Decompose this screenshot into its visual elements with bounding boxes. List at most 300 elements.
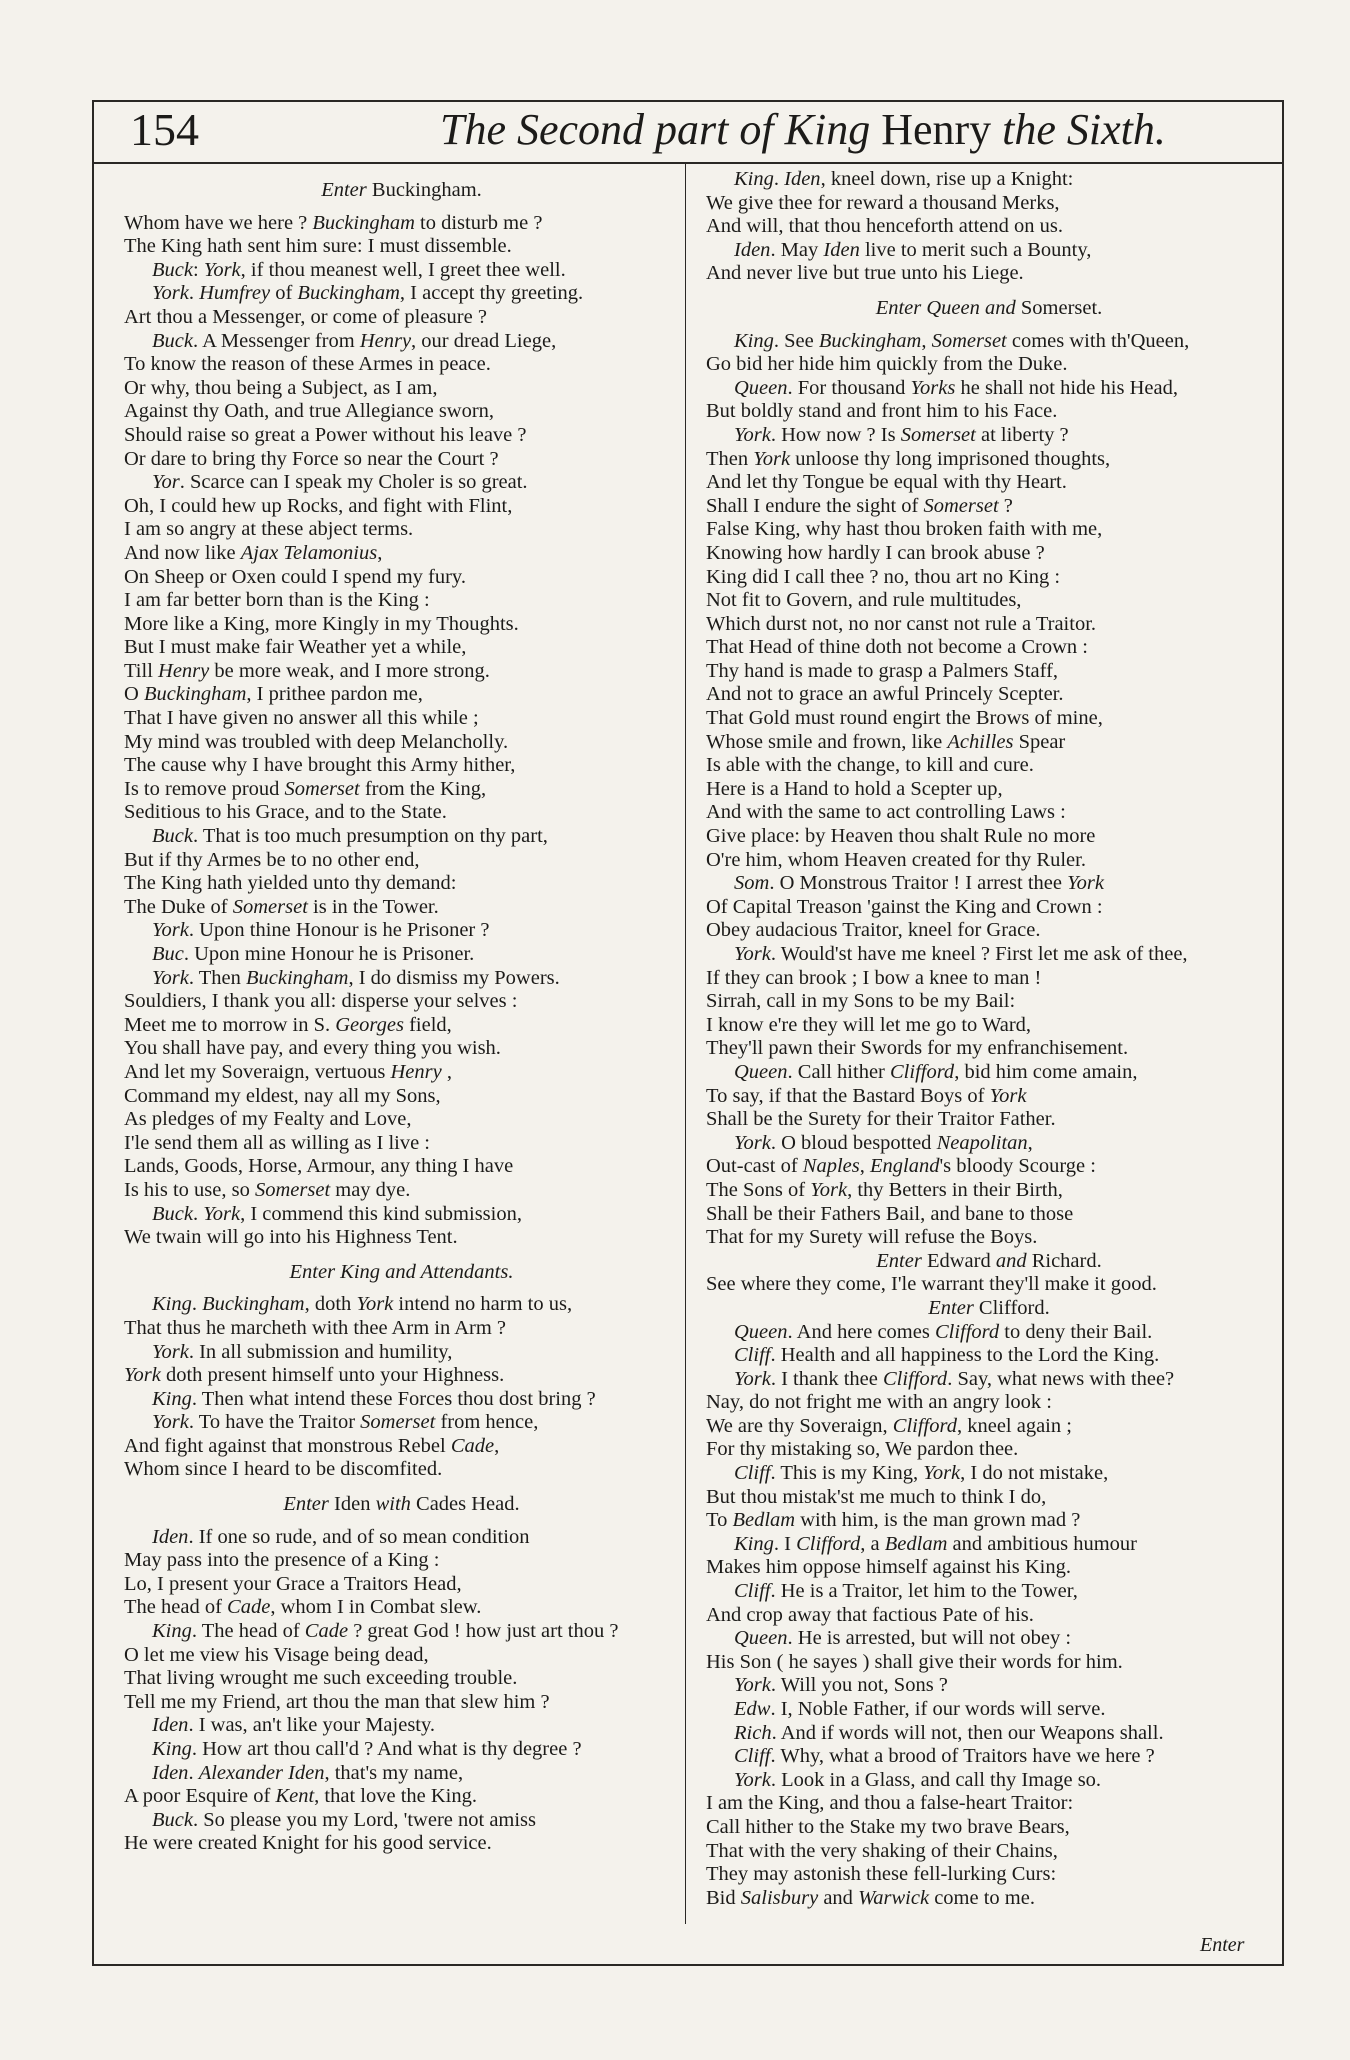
text-run: . Upon thine Honour is he Prisoner ? bbox=[188, 919, 490, 942]
text-run: . So please you my Lord, 'twere not amiss bbox=[192, 1808, 537, 1831]
text-run: Queen bbox=[734, 1060, 788, 1083]
text-run: Oh, I could hew up Rocks, and fight with Flint, bbox=[124, 494, 513, 517]
text-run: And let my Soveraign, vertuous bbox=[124, 1060, 391, 1083]
text-run: York bbox=[734, 1367, 771, 1390]
text-run: May pass into the presence of a King : bbox=[124, 1549, 440, 1572]
verse-line bbox=[706, 192, 1272, 216]
verse-line bbox=[124, 1061, 679, 1085]
stage-direction bbox=[124, 1261, 679, 1285]
text-run: , doth bbox=[304, 1293, 357, 1316]
text-run: A poor Esquire of bbox=[124, 1785, 276, 1808]
verse-line bbox=[706, 566, 1272, 590]
text-run: Sirrah, call in my Sons to be my Bail: bbox=[706, 990, 1016, 1013]
text-run: from hence, bbox=[435, 1411, 539, 1434]
text-run: Makes him oppose himself against his King. bbox=[706, 1556, 1071, 1579]
text-run: York bbox=[753, 447, 791, 470]
verse-line bbox=[706, 168, 1272, 192]
verse-line bbox=[124, 754, 679, 778]
text-run: Somerset bbox=[284, 777, 360, 800]
text-run: be more weak, and I more strong. bbox=[209, 659, 490, 682]
verse-line bbox=[706, 1769, 1272, 1793]
verse-line bbox=[124, 235, 679, 259]
text-run: Out-cast of bbox=[706, 1155, 803, 1178]
text-run: York bbox=[734, 1131, 771, 1154]
text-run: Enter King and Attendants. bbox=[289, 1260, 514, 1283]
verse-line bbox=[124, 919, 679, 943]
verse-line bbox=[706, 400, 1272, 424]
verse-line bbox=[124, 424, 679, 448]
verse-line bbox=[706, 1580, 1272, 1604]
stage-direction bbox=[124, 179, 679, 203]
text-run: Nay, do not fright me with an angry look : bbox=[706, 1391, 1052, 1414]
verse-line bbox=[124, 566, 679, 590]
text-run: King bbox=[152, 1387, 192, 1410]
verse-line bbox=[706, 1722, 1272, 1746]
text-run: Obey audacious Traitor, kneel for Grace. bbox=[706, 919, 1041, 942]
text-run: . Then what intend these Forces thou dost bring ? bbox=[191, 1387, 596, 1410]
text-run: he shall not hide his Head, bbox=[955, 376, 1178, 399]
stage-direction bbox=[706, 1250, 1272, 1274]
text-run: O bbox=[124, 683, 144, 706]
text-run: . Why, what a brood of Traitors have we here ? bbox=[770, 1745, 1155, 1768]
text-run: Against thy Oath, and true Allegiance sworn, bbox=[124, 400, 495, 423]
text-run: King bbox=[152, 1738, 192, 1760]
text-run: comes with th'Queen, bbox=[1006, 329, 1190, 352]
text-run: Somerset bbox=[360, 1411, 436, 1434]
verse-line bbox=[124, 1132, 679, 1156]
verse-line bbox=[706, 660, 1272, 684]
verse-line bbox=[124, 613, 679, 637]
text-run: Bedlam bbox=[884, 1532, 948, 1555]
text-run: . May bbox=[770, 238, 824, 261]
text-run: I am the King, and thou a false-heart Traitor: bbox=[706, 1792, 1074, 1815]
text-run: . He is arrested, but will not obey : bbox=[787, 1627, 1072, 1650]
text-run: Cade bbox=[450, 1434, 495, 1457]
text-run: . bbox=[188, 1761, 199, 1784]
text-run: . Will you not, Sons ? bbox=[770, 1674, 948, 1697]
text-run: York bbox=[152, 282, 189, 305]
text-run: The head of bbox=[124, 1596, 228, 1619]
text-run: Till bbox=[124, 659, 159, 682]
text-run: Somerset bbox=[923, 494, 999, 517]
text-run: Iden bbox=[152, 1714, 189, 1737]
verse-line bbox=[706, 872, 1272, 896]
text-run: King bbox=[734, 1532, 774, 1555]
text-run: Clifford bbox=[934, 1320, 1000, 1343]
text-run: may dye. bbox=[330, 1178, 411, 1201]
verse-line bbox=[124, 1037, 679, 1061]
text-run: Souldiers, I thank you all: disperse your selves : bbox=[124, 990, 518, 1013]
text-run: and bbox=[818, 1886, 859, 1909]
verse-line bbox=[124, 1341, 679, 1365]
verse-line bbox=[706, 1887, 1272, 1911]
text-run: Cliff bbox=[734, 1745, 771, 1768]
running-title bbox=[440, 100, 1200, 160]
verse-line bbox=[706, 1061, 1272, 1085]
text-run: King bbox=[152, 1293, 192, 1316]
verse-line bbox=[124, 683, 679, 707]
verse-line bbox=[124, 1738, 679, 1762]
text-run: come to me. bbox=[929, 1886, 1035, 1909]
text-run: Clifford bbox=[890, 1060, 955, 1083]
text-run: Neapolitan bbox=[936, 1131, 1028, 1154]
verse-line bbox=[706, 1674, 1272, 1698]
text-run: For thy mistaking so, We pardon thee. bbox=[706, 1438, 1019, 1461]
verse-line bbox=[124, 306, 679, 330]
text-run: That I have given no answer all this while ; bbox=[124, 707, 479, 730]
text-run: The cause why I have brought this Army hither, bbox=[124, 754, 516, 777]
text-run: Lands, Goods, Horse, Armour, any thing I have bbox=[124, 1155, 514, 1178]
verse-line bbox=[124, 707, 679, 731]
text-run: . How art thou call'd ? And what is thy degree ? bbox=[191, 1738, 582, 1760]
text-run: That for my Surety will refuse the Boys. bbox=[706, 1226, 1038, 1249]
text-run: If they can brook ; I bow a knee to man ! bbox=[706, 966, 1042, 989]
text-run: Cliff bbox=[734, 1580, 771, 1603]
verse-line bbox=[706, 731, 1272, 755]
text-run: , our dread Liege, bbox=[411, 329, 557, 352]
verse-line bbox=[124, 801, 679, 825]
text-run: . Would'st have me kneel ? First let me ask of thee, bbox=[770, 943, 1188, 965]
text-run: And now like bbox=[124, 541, 241, 564]
verse-line bbox=[706, 471, 1272, 495]
text-run: at liberty ? bbox=[975, 423, 1069, 446]
text-run: . This is my King, bbox=[770, 1462, 924, 1485]
text-run: They may astonish these fell-lurking Curs: bbox=[706, 1863, 1057, 1886]
verse-line bbox=[706, 1368, 1272, 1392]
text-run: Naples bbox=[802, 1155, 860, 1178]
text-run: . That is too much presumption on thy part, bbox=[192, 825, 548, 848]
text-run: Cade bbox=[227, 1596, 271, 1619]
verse-line bbox=[706, 801, 1272, 825]
stage-direction bbox=[124, 1493, 679, 1517]
text-run: York bbox=[152, 919, 189, 942]
text-run: The King hath yielded unto thy demand: bbox=[124, 872, 457, 895]
verse-line bbox=[706, 1415, 1272, 1439]
text-run: Shall be the Surety for their Traitor Father. bbox=[706, 1108, 1056, 1131]
text-run: . The head of bbox=[191, 1620, 305, 1643]
text-run: Yorks bbox=[910, 376, 956, 399]
text-run: . Scarce can I speak my Choler is so great. bbox=[179, 471, 528, 494]
text-run: And never live but true unto his Liege. bbox=[706, 262, 1024, 285]
verse-line bbox=[706, 424, 1272, 448]
text-run: Is to remove proud bbox=[124, 777, 285, 800]
text-run: Iden bbox=[334, 1493, 371, 1516]
verse-line bbox=[706, 1840, 1272, 1864]
text-run: . bbox=[192, 1202, 204, 1225]
text-run: But I must make fair Weather yet a while, bbox=[124, 636, 467, 659]
verse-line bbox=[706, 448, 1272, 472]
text-run: , bbox=[1027, 1131, 1033, 1154]
verse-line bbox=[124, 1667, 679, 1691]
text-run: Richard. bbox=[1031, 1249, 1102, 1272]
text-run: The King hath sent him sure: I must dissemble. bbox=[124, 235, 512, 258]
text-run: Shall I endure the sight of bbox=[706, 494, 924, 517]
text-run: , that love the King. bbox=[314, 1785, 478, 1808]
verse-line bbox=[124, 1691, 679, 1715]
text-run: . bbox=[191, 1293, 203, 1316]
text-run: That Head of thine doth not become a Crown : bbox=[706, 636, 1088, 659]
verse-line bbox=[124, 400, 679, 424]
text-run: York bbox=[923, 1462, 961, 1485]
text-run: England bbox=[869, 1155, 940, 1178]
verse-line bbox=[124, 1364, 679, 1388]
text-run: to deny their Bail. bbox=[999, 1320, 1153, 1343]
text-run: Whose smile and frown, like bbox=[706, 730, 948, 753]
text-run: Cade bbox=[304, 1620, 349, 1643]
text-run: Iden bbox=[152, 1761, 189, 1784]
text-run: , I prithee pardon me, bbox=[246, 683, 423, 706]
text-run: York bbox=[734, 943, 771, 965]
text-run: York bbox=[152, 1340, 189, 1363]
text-run: Enter bbox=[321, 179, 372, 201]
verse-line bbox=[706, 1604, 1272, 1628]
text-run: Humfrey bbox=[199, 282, 271, 305]
text-run: . Upon mine Honour he is Prisoner. bbox=[183, 943, 475, 965]
text-run: Or dare to bring thy Force so near the Court ? bbox=[124, 447, 499, 470]
verse-line bbox=[706, 1085, 1272, 1109]
running-title-part: The Second part of King bbox=[440, 105, 882, 154]
running-title-part: Henry bbox=[881, 105, 992, 154]
text-run: We are thy Soveraign, bbox=[706, 1414, 893, 1437]
text-run: York bbox=[989, 1084, 1027, 1107]
verse-line bbox=[124, 1832, 679, 1856]
verse-line bbox=[124, 1203, 679, 1227]
text-run: Whom since I heard to be discomfited. bbox=[124, 1458, 443, 1481]
text-run: from the King, bbox=[359, 777, 487, 800]
text-run: Which durst not, no nor canst not rule a Traitor. bbox=[706, 612, 1097, 635]
text-run: On Sheep or Oxen could I spend my fury. bbox=[124, 565, 466, 588]
left-text-column bbox=[124, 168, 679, 1856]
text-run: : bbox=[192, 258, 204, 281]
text-run: . And here comes bbox=[787, 1320, 935, 1343]
text-run: O're him, whom Heaven created for thy Ruler. bbox=[706, 848, 1086, 871]
text-run: . How now ? Is bbox=[770, 423, 901, 446]
text-run: Call hither to the Stake my two brave Bears, bbox=[706, 1815, 1070, 1838]
text-run: York bbox=[203, 1202, 241, 1225]
text-run: Somerset bbox=[254, 1178, 331, 1201]
text-run: Somerset bbox=[931, 329, 1007, 352]
text-run: Cliff bbox=[734, 1462, 771, 1485]
text-run: King bbox=[734, 168, 774, 190]
text-run: We give thee for reward a thousand Merks, bbox=[706, 191, 1060, 214]
verse-line bbox=[124, 1014, 679, 1038]
verse-line bbox=[124, 872, 679, 896]
verse-line bbox=[706, 377, 1272, 401]
verse-line bbox=[124, 943, 679, 967]
text-run: You shall have pay, and every thing you wish. bbox=[124, 1037, 501, 1060]
verse-line bbox=[124, 990, 679, 1014]
verse-line bbox=[124, 1644, 679, 1668]
text-run: Clifford bbox=[796, 1532, 861, 1555]
verse-line bbox=[124, 282, 679, 306]
text-run: Seditious to his Grace, and to the State. bbox=[124, 801, 447, 824]
verse-line bbox=[706, 1556, 1272, 1580]
text-run: Edw bbox=[734, 1698, 771, 1720]
verse-line bbox=[706, 1509, 1272, 1533]
text-run: Buckingham. bbox=[371, 179, 482, 201]
text-run: King bbox=[734, 329, 774, 352]
text-run: He were created Knight for his good service. bbox=[124, 1832, 492, 1855]
header-rule bbox=[92, 162, 1282, 164]
text-run: O let me view his Visage being dead, bbox=[124, 1643, 429, 1666]
verse-line bbox=[706, 849, 1272, 873]
text-run: , that's my name, bbox=[324, 1761, 464, 1784]
text-run: . Then bbox=[188, 966, 246, 989]
verse-line bbox=[706, 215, 1272, 239]
verse-line bbox=[706, 1273, 1272, 1297]
text-run: Bid bbox=[706, 1886, 741, 1909]
verse-line bbox=[124, 778, 679, 802]
text-run: Yor bbox=[152, 471, 180, 494]
text-run: Spear bbox=[1013, 730, 1066, 753]
text-run: Cliff bbox=[734, 1344, 771, 1367]
text-run: Edward bbox=[926, 1249, 991, 1272]
verse-line bbox=[124, 589, 679, 613]
text-run: , whom I in Combat slew. bbox=[270, 1596, 482, 1619]
text-run: They'll pawn their Swords for my enfranchisement. bbox=[706, 1037, 1129, 1060]
text-run: of bbox=[270, 282, 298, 305]
text-run: Meet me to morrow in S. bbox=[124, 1013, 336, 1036]
text-run: Cades Head. bbox=[416, 1493, 520, 1516]
verse-line bbox=[124, 377, 679, 401]
verse-line bbox=[706, 353, 1272, 377]
verse-line bbox=[706, 1037, 1272, 1061]
text-run: We twain will go into his Highness Tent. bbox=[124, 1226, 458, 1249]
verse-line bbox=[124, 1714, 679, 1738]
verse-line bbox=[706, 239, 1272, 263]
verse-line bbox=[706, 1745, 1272, 1769]
text-run: That thus he marcheth with thee Arm in Arm ? bbox=[124, 1316, 507, 1339]
verse-line bbox=[124, 731, 679, 755]
text-run: , bbox=[377, 541, 383, 564]
text-run: Som bbox=[734, 872, 770, 895]
verse-line bbox=[706, 825, 1272, 849]
text-run: Give place: by Heaven thou shalt Rule no more bbox=[706, 825, 1096, 848]
text-run: , bbox=[859, 1155, 870, 1178]
text-run: . Say, what news with thee? bbox=[947, 1367, 1175, 1390]
text-run: Clifford. bbox=[978, 1296, 1050, 1319]
verse-line bbox=[706, 1203, 1272, 1227]
text-run: False King, why hast thou broken faith with me, bbox=[706, 518, 1103, 541]
text-run: field, bbox=[403, 1013, 452, 1036]
text-run: York bbox=[356, 1293, 394, 1316]
text-run: I am so angry at these abject terms. bbox=[124, 518, 414, 541]
text-run: Of Capital Treason 'gainst the King and Crown : bbox=[706, 895, 1103, 918]
text-run: Kent bbox=[275, 1785, 315, 1808]
text-run: York bbox=[203, 258, 241, 281]
text-run: And crop away that factious Pate of his. bbox=[706, 1603, 1034, 1626]
text-run: Buckingham bbox=[818, 329, 922, 352]
verse-line bbox=[706, 1792, 1272, 1816]
verse-line bbox=[124, 1155, 679, 1179]
verse-line bbox=[706, 707, 1272, 731]
verse-line bbox=[124, 353, 679, 377]
text-run: with him, is the man grown mad ? bbox=[795, 1509, 1081, 1532]
text-run: . A Messenger from bbox=[192, 329, 360, 352]
text-run: More like a King, more Kingly in my Thoughts. bbox=[124, 612, 519, 635]
text-run: , bbox=[441, 1060, 452, 1083]
text-run: , I accept thy greeting. bbox=[399, 282, 584, 305]
text-run: York bbox=[810, 1178, 848, 1201]
text-run: Enter bbox=[928, 1296, 979, 1319]
verse-line bbox=[706, 518, 1272, 542]
catchword: Enter bbox=[1200, 1934, 1245, 1956]
text-run: , if thou meanest well, I greet thee well. bbox=[240, 258, 566, 281]
text-run: Whom have we here ? bbox=[124, 211, 313, 234]
text-run: , a bbox=[860, 1532, 885, 1555]
text-run: , I do not mistake, bbox=[960, 1462, 1109, 1485]
verse-line bbox=[706, 495, 1272, 519]
text-run: Buckingham bbox=[312, 211, 415, 234]
text-run: Not fit to Govern, and rule multitudes, bbox=[706, 589, 1022, 612]
text-run: live to merit such a Bounty, bbox=[859, 238, 1092, 261]
text-run: And with the same to act controlling Laws : bbox=[706, 801, 1066, 824]
verse-line bbox=[124, 1293, 679, 1317]
verse-line bbox=[124, 542, 679, 566]
text-run: King did I call thee ? no, thou art no King : bbox=[706, 565, 1061, 588]
verse-line bbox=[706, 990, 1272, 1014]
verse-line bbox=[124, 1226, 679, 1250]
stage-direction bbox=[706, 297, 1272, 321]
text-run: His Son ( he sayes ) shall give their words for him. bbox=[706, 1650, 1123, 1673]
text-run: I'le send them all as willing as I live : bbox=[124, 1131, 430, 1154]
verse-line bbox=[706, 1108, 1272, 1132]
text-run: Command my eldest, nay all my Sons, bbox=[124, 1084, 441, 1107]
text-run: Iden bbox=[823, 238, 860, 261]
text-run: Queen bbox=[734, 1627, 788, 1650]
text-run: To bbox=[706, 1509, 733, 1532]
verse-line bbox=[124, 1458, 679, 1482]
text-run: Buckingham bbox=[202, 1293, 305, 1316]
verse-line bbox=[124, 1317, 679, 1341]
text-run: with bbox=[370, 1493, 417, 1516]
text-run: My mind was troubled with deep Melancholly. bbox=[124, 730, 509, 753]
text-run: . bbox=[188, 282, 200, 305]
text-run: to disturb me ? bbox=[414, 211, 543, 234]
text-run: , bbox=[494, 1434, 500, 1457]
text-run: . If one so rude, and of so mean condition bbox=[188, 1525, 530, 1548]
verse-line bbox=[124, 495, 679, 519]
text-run: York bbox=[734, 423, 771, 446]
text-run: Buckingham bbox=[297, 282, 400, 305]
verse-line bbox=[706, 262, 1272, 286]
text-run: Warwick bbox=[858, 1886, 930, 1909]
text-run: But boldly stand and front him to his Face. bbox=[706, 400, 1058, 423]
text-run: Henry bbox=[390, 1060, 442, 1083]
verse-line bbox=[706, 683, 1272, 707]
text-run: Somerset bbox=[900, 423, 976, 446]
text-run: And not to grace an awful Princely Scepter. bbox=[706, 683, 1064, 706]
text-run: Enter bbox=[876, 1249, 927, 1272]
text-run: . Look in a Glass, and call thy Image so. bbox=[770, 1768, 1102, 1791]
text-run: York bbox=[734, 1768, 771, 1791]
verse-line bbox=[706, 1321, 1272, 1345]
verse-line bbox=[124, 1549, 679, 1573]
text-run: Queen bbox=[734, 1320, 788, 1343]
text-run: . O Monstrous Traitor ! I arrest thee bbox=[769, 872, 1068, 895]
text-run: And let thy Tongue be equal with thy Heart. bbox=[706, 471, 1067, 494]
text-run: Clifford bbox=[883, 1367, 948, 1390]
text-run: The Duke of bbox=[124, 895, 233, 918]
verse-line bbox=[706, 1155, 1272, 1179]
running-title-part: the Sixth. bbox=[991, 105, 1166, 154]
verse-line bbox=[124, 1785, 679, 1809]
text-run: Tell me my Friend, art thou the man that slew him ? bbox=[124, 1690, 550, 1713]
stage-direction bbox=[706, 1297, 1272, 1321]
text-run: Art thou a Messenger, or come of pleasure ? bbox=[124, 305, 487, 328]
verse-line bbox=[706, 1698, 1272, 1722]
text-run: intend no harm to us, bbox=[393, 1293, 573, 1316]
